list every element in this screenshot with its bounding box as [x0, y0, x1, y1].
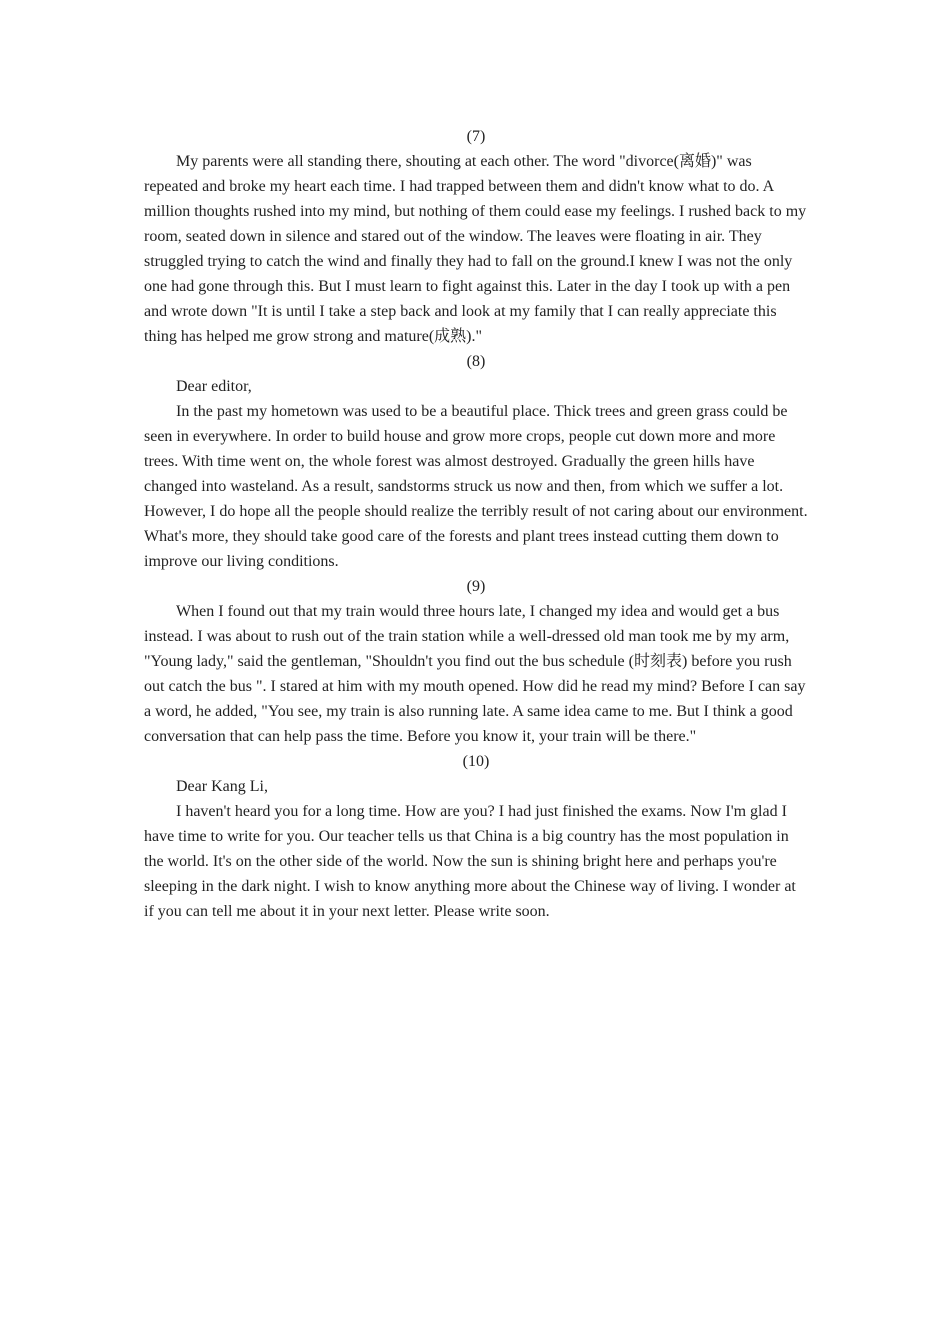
paragraph: When I found out that my train would three hours late, I changed my idea and would get a bus instead. I was about to rush out of the train station while a well-dressed old man took me by my arm, "Young lady," said the gentleman, "Shouldn't you find out the bus schedule (时刻表) before you rush out catch the bus ". I stared at him with my mouth opened. How did he read my mind? Before I can say a word, he added, "You see, my train is also running late. A same idea came to me. But I think a good conversation that can help pass the time. Before you know it, your train will be there."	[144, 603, 806, 745]
section-heading: (7)	[466, 128, 486, 145]
paragraph: In the past my hometown was used to be a beautiful place. Thick trees and green grass could be seen in everywhere. In order to build house and grow more crops, people cut down more and more trees. With time went on, the whole forest was almost destroyed. Gradually the green hills have changed into wasteland. As a result, sandstorms struck us now and then, from which we suffer a lot. However, I do hope all the people should realize the terribly result of not caring about our environment. What's more, they should take good care of the forests and plant trees instead cutting them down to improve our living conditions.	[144, 403, 808, 570]
paragraph: My parents were all standing there, shouting at each other. The word "divorce(离婚)" was repeated and broke my heart each time. I had trapped between them and didn't know what to do. A million thoughts rushed into my mind, but nothing of them could ease my feelings. I rushed back to my room, seated down in silence and stared out of the window. The leaves were floating in air. They struggled trying to catch the wind and finally they had to fall on the ground.I knew I was not the only one had gone through this. But I must learn to fight against this. Later in the day I took up with a pen and wrote down "It is until I take a step back and look at my family that I can really appreciate this thing has helped me grow strong and mature(成熟)."	[144, 153, 807, 345]
section-8	[144, 349, 808, 574]
document-page	[144, 124, 808, 924]
section-7	[144, 124, 808, 349]
section-9	[144, 574, 808, 749]
section-10	[144, 749, 808, 924]
section-heading: (10)	[462, 753, 490, 770]
letter-salutation: Dear editor,	[176, 378, 252, 395]
section-heading: (9)	[466, 578, 486, 595]
letter-salutation: Dear Kang Li,	[176, 778, 268, 795]
section-heading: (8)	[466, 353, 486, 370]
paragraph: I haven't heard you for a long time. How are you? I had just finished the exams. Now I'm glad I have time to write for you. Our teacher tells us that China is a big country has the most population in the world. It's on the other side of the world. Now the sun is shining bright here and perhaps you're sleeping in the dark night. I wish to know anything more about the Chinese way of living. I wonder at if you can tell me about it in your next letter. Please write soon.	[144, 803, 796, 920]
